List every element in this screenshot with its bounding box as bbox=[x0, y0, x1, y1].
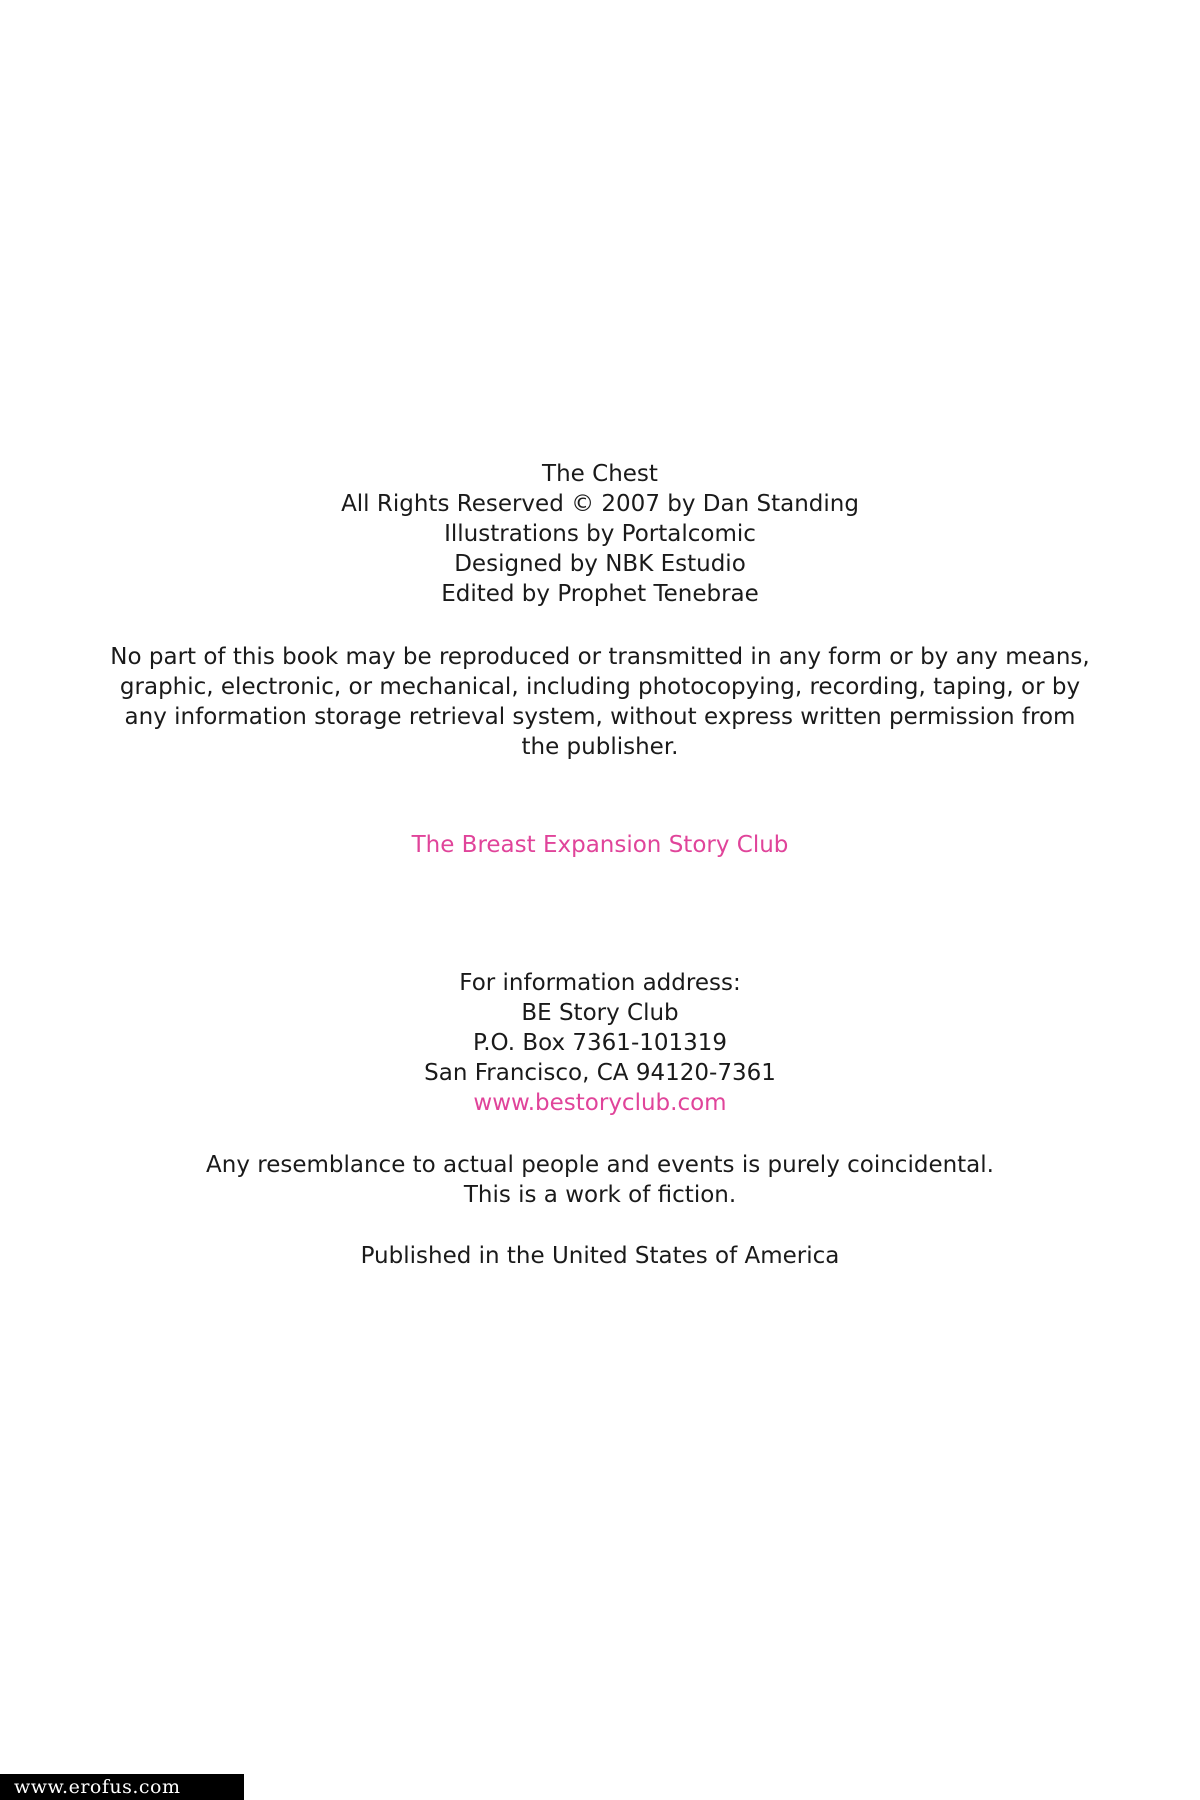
rights-line: All Rights Reserved © 2007 by Dan Standing bbox=[341, 491, 859, 517]
address-heading: For information address: bbox=[459, 970, 741, 996]
legal-notice bbox=[60, 642, 1140, 762]
disclaimer-block bbox=[0, 1150, 1200, 1210]
credits-block bbox=[0, 459, 1200, 609]
illustrations-credit: Illustrations by Portalcomic bbox=[444, 521, 756, 547]
club-name-text: The Breast Expansion Story Club bbox=[411, 832, 789, 858]
published-text: Published in the United States of America bbox=[360, 1243, 840, 1269]
address-box: P.O. Box 7361-101319 bbox=[472, 1030, 728, 1056]
book-title: The Chest bbox=[542, 461, 658, 487]
legal-line: the publisher. bbox=[521, 734, 679, 760]
disclaimer-line: Any resemblance to actual people and events is purely coincidental. bbox=[206, 1152, 994, 1178]
legal-line: No part of this book may be reproduced or transmitted in any form or by any means, bbox=[110, 644, 1090, 670]
address-block bbox=[0, 968, 1200, 1118]
legal-line: graphic, electronic, or mechanical, including photocopying, recording, taping, or by bbox=[119, 674, 1081, 700]
club-name bbox=[0, 830, 1200, 860]
watermark-banner: www.erofus.com bbox=[0, 1774, 244, 1800]
address-city: San Francisco, CA 94120-7361 bbox=[424, 1060, 776, 1086]
published-note bbox=[0, 1241, 1200, 1271]
design-credit: Designed by NBK Estudio bbox=[454, 551, 746, 577]
disclaimer-line: This is a work of fiction. bbox=[463, 1182, 737, 1208]
address-name: BE Story Club bbox=[521, 1000, 679, 1026]
legal-line: any information storage retrieval system, without express written permission from bbox=[124, 704, 1076, 730]
editor-credit: Edited by Prophet Tenebrae bbox=[441, 581, 759, 607]
website-link[interactable]: www.bestoryclub.com bbox=[473, 1090, 727, 1116]
